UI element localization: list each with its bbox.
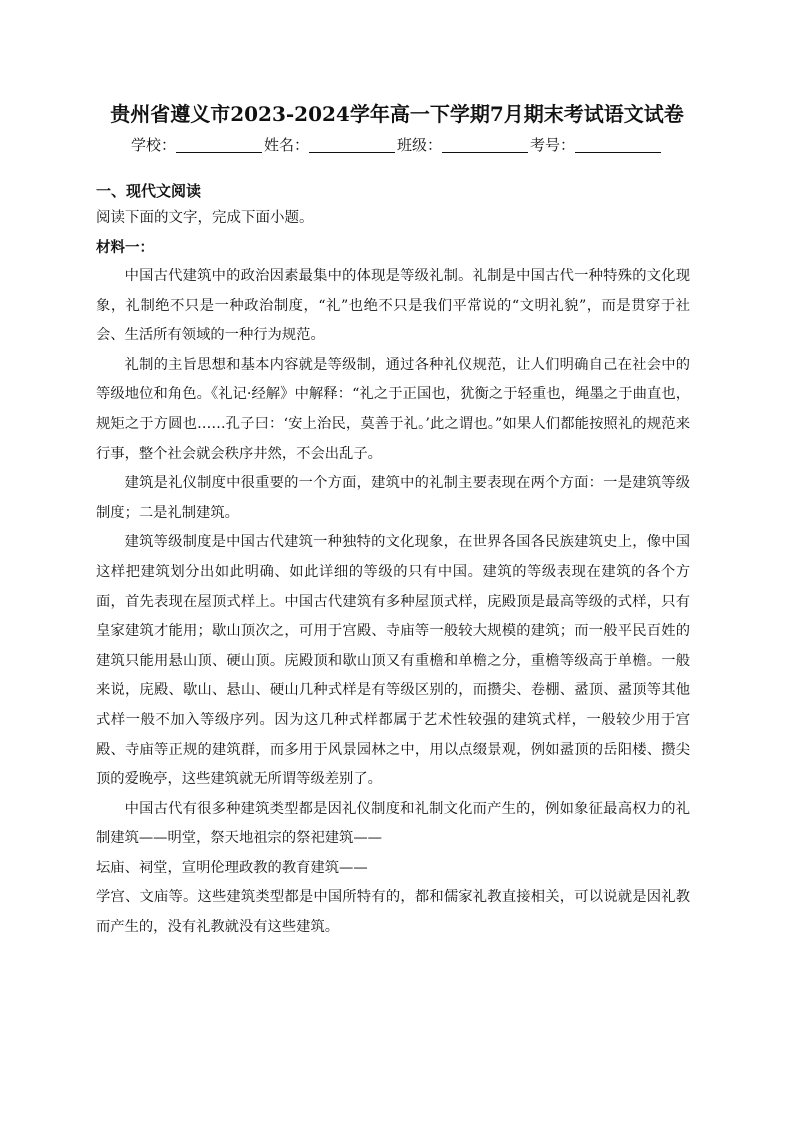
paragraph: 中国古代建筑中的政治因素最集中的体现是等级礼制。礼制是中国古代一种特殊的文化现象，礼制绝不只是一种政治制度，“礼”也绝不只是我们平常说的“文明礼貌”，而是贯穿于社会、生活所有领域的一种行为规范。 bbox=[96, 268, 690, 344]
class-label: 班级： bbox=[397, 136, 443, 154]
exam-number-label: 考号： bbox=[530, 136, 576, 154]
school-label: 学校： bbox=[130, 136, 176, 154]
section-heading: 一、现代文阅读 bbox=[96, 182, 202, 200]
material-label: 材料一： bbox=[96, 239, 154, 256]
passage-body bbox=[96, 262, 690, 943]
school-blank[interactable] bbox=[176, 137, 262, 153]
name-blank[interactable] bbox=[309, 137, 395, 153]
paragraph: 坛庙、祠堂，宣明伦理政教的教育建筑—— bbox=[96, 859, 368, 876]
name-label: 姓名： bbox=[263, 136, 309, 154]
paragraph: 礼制的主旨思想和基本内容就是等级制，通过各种礼仪规范，让人们明确自己在社会中的等级地位和角色。《礼记·经解》中解释：“礼之于正国也，犹衡之于轻重也，绳墨之于曲直也，规矩之于方圆也……孔子曰：‘安上治民，莫善于礼。’此之谓也。”如果人们都能按照礼的规范来行事，整个社会就会秩序井然，不会出乱子。 bbox=[96, 356, 690, 462]
paragraph: 学宫、文庙等。这些建筑类型都是中国所特有的，都和儒家礼教直接相关，可以说就是因礼教而产生的，没有礼教就没有这些建筑。 bbox=[96, 889, 690, 936]
student-info-row bbox=[0, 134, 794, 155]
paragraph: 建筑是礼仪制度中很重要的一个方面，建筑中的礼制主要表现在两个方面：一是建筑等级制度；二是礼制建筑。 bbox=[96, 475, 690, 521]
exam-number-blank[interactable] bbox=[575, 137, 661, 153]
paragraph: 中国古代有很多种建筑类型都是因礼仪制度和礼制文化而产生的，例如象征最高权力的礼制建筑——明堂，祭天地祖宗的祭祀建筑—— bbox=[96, 800, 690, 847]
reading-instruction: 阅读下面的文字，完成下面小题。 bbox=[96, 210, 314, 226]
paragraph: 建筑等级制度是中国古代建筑一种独特的文化现象，在世界各国各民族建筑史上，像中国这样把建筑划分出如此明确、如此详细的等级的只有中国。建筑的等级表现在建筑的各个方面，首先表现在屋顶式样上。中国古代建筑有多种屋顶式样，庑殿顶是最高等级的式样，只有皇家建筑才能用；歇山顶次之，可用于宫殿、寺庙等一般较大规模的建筑；而一般平民百姓的建筑只能用悬山顶、硬山顶。庑殿顶和歇山顶又有重檐和单檐之分，重檐等级高于单檐。一般来说，庑殿、歇山、悬山、硬山几种式样是有等级区别的，而攒尖、卷棚、盝顶、盝顶等其他式样一般不加入等级序列。因为这几种式样都属于艺术性较强的建筑式样，一般较少用于宫殿、寺庙等正规的建筑群，而多用于风景园林之中，用以点缀景观，例如盝顶的岳阳楼、攒尖顶的爱晚亭，这些建筑就无所谓等级差别了。 bbox=[96, 534, 690, 788]
class-blank[interactable] bbox=[442, 137, 528, 153]
exam-title: 贵州省遵义市2023-2024学年高一下学期7月期末考试语文试卷 bbox=[110, 102, 684, 126]
